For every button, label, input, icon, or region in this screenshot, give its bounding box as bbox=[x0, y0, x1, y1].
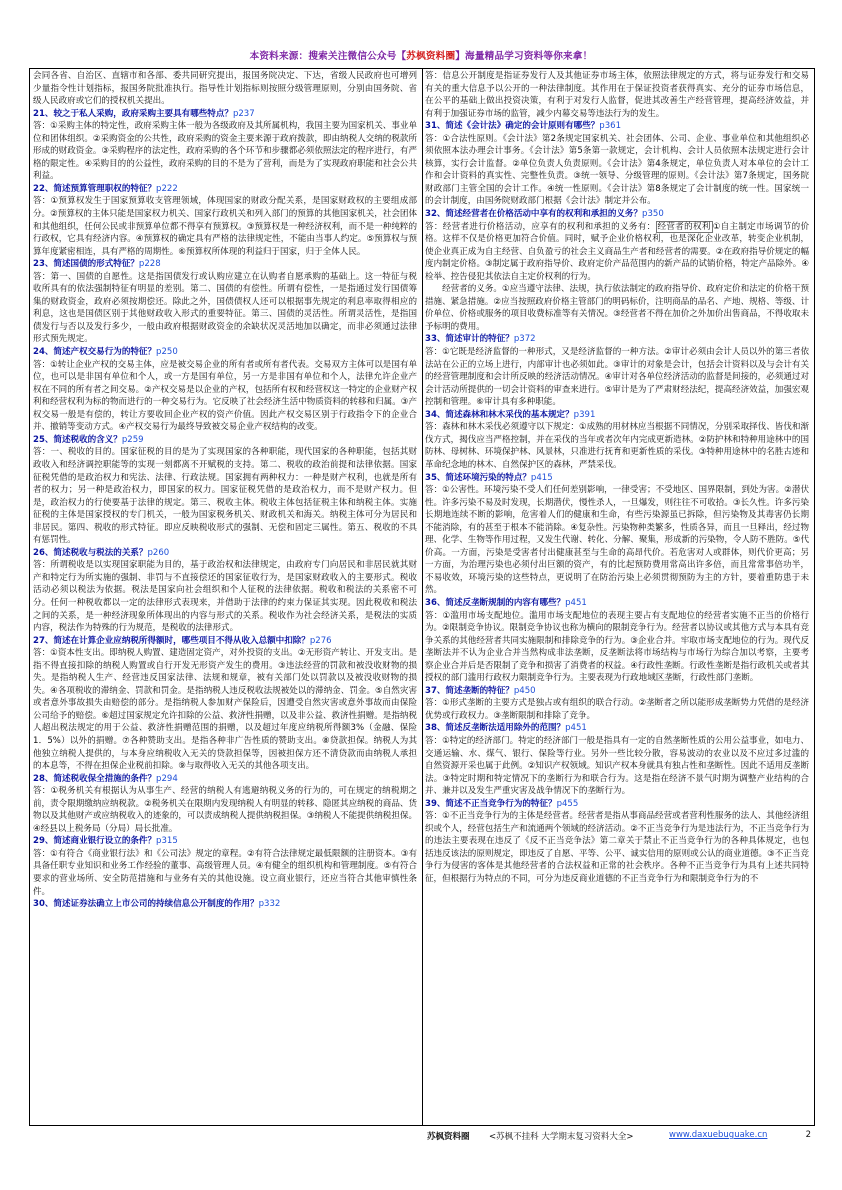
answer-paragraph: 经营者的义务。①应当遵守法律、法规，执行依法制定的政府指导价、政府定价和法定的价格干预措施、紧急措施。②应当按照政府价格主管部门的明码标价，注明商品的品名、产地、规格、等级、计价单位、价格或服务的项目收费标准等有关情况。③经营者不得在加价之外加价出售商品，不得收取未予标明的费用。 bbox=[425, 284, 809, 332]
banner-brand: 苏枫资料圈 bbox=[406, 51, 456, 62]
question-text: 31、简述《会计法》确定的会计原则有哪些？ bbox=[425, 121, 600, 132]
question-heading bbox=[425, 208, 809, 221]
question-text: 37、简述垄断的特征？ bbox=[425, 685, 514, 696]
left-column bbox=[33, 70, 417, 1124]
page-reference: p450 bbox=[513, 685, 536, 696]
answer-paragraph: 答：①它既是经济监督的一种形式，又是经济监督的一种方法。②审计必须由会计人员以外的第三者依法站在公正的立场上进行，内部审计也必须如此。③审计的对象是会计，包括会计资料以及与会计有关的经营管理制度和会计所反映的经济活动情况。④审计对各单位经济活动的监督是间接的，必须通过对会计活动所提供的一切会计资料的审查来进行。⑤审计是为了严肃财经法纪，提高经济效益，加强宏观控制和管理。⑥审计具有多种职能。 bbox=[425, 347, 809, 408]
question-heading bbox=[425, 798, 809, 811]
answer-paragraph: 答：①不正当竞争行为的主体是经营者。经营者是指从事商品经营或者营利性服务的法人、其他经济组织或个人，经营包括生产和流通两个领域的经济活动。②不正当竞争行为是违法行为，不正当竞争行为的违法主要表现在违反了《反不正当竞争法》第二章关于禁止不正当竞争行为的各种具体规定，也包括违反该法的原则规定，即违反了自愿、平等、公平、诚实信用的原则或公认的商业道德。③不正当竞争行为侵害的客体是其他经营者的合法权益和正常的社会秩序。各种不正当竞争行为具有上述共同特征，但根据行为特点的不同，可分为违反商业道德的不正当竞争行为和限制竞争行为的不 bbox=[425, 811, 809, 884]
question-text: 39、简述不正当竞争行为的特征？ bbox=[425, 798, 557, 809]
page-reference: p315 bbox=[156, 836, 178, 847]
question-heading bbox=[425, 722, 809, 735]
page-reference: p222 bbox=[156, 183, 178, 194]
answer-paragraph: 答：①特定的经济部门。特定的经济部门一般是指具有一定的自然垄断性质的公用公益事业，如电力、交通运输、水、煤气、银行、保险等行业。另外一些比较分散，容易波动的农业以及不应过多过滥的自然资源开采也属于此例。②知识产权领域。知识产权本身就具有独占性和垄断性。因此不适用反垄断法。③特定时期和特定情况下的垄断行为和联合行为。这是指在经济不景气时期为调整产业结构的合并、兼并以及发生严重灾害及战争情况下的垄断行为。 bbox=[425, 735, 809, 797]
answer-paragraph: 答：①公害性。环境污染不受人们任何差别影响，一律受害；不受地区、国界限制，到处为害。②潜伏性。许多污染不易及时发现，长期潜伏，慢性杀人，一旦爆发，则往往不可收拾。③长久性。许多污染长期地连续不断的影响，危害着人们的健康和生命，有些污染源虽已拆除，但污染物及其毒害仍长期不能消除，有的甚至于根本不能消除。④复杂性。污染物种类繁多，性质各异，而且一旦释出，经过物理、化学、生物等作用过程，又发生代谢、转化、分解、聚集，形成新的污染物，令人防不胜防。⑤代价高。一方面，污染是受害者付出健康甚至与生命的高昂代价。若危害对人或群体，则代价更高；另一方面，为治理污染也必须付出巨额的资产，有的比起预防费用常高出许多倍，而且常常事倍功半，不易收效，环境污染的这些特点，更说明了在防治污染上必须贯彻预防为主的方针，要着重防患于未然。 bbox=[425, 485, 809, 596]
answer-paragraph: 答：信息公开制度是指证券发行人及其他证券市场主体，依照法律规定的方式，将与证券发行和交易有关的重大信息予以公开的一种法律制度。其作用在于保证投资者获得真实、充分的证券市场信息，在公平的基础上做出投资决策，有利于对发行人监督，促进其改善生产经营管理，提高经济效益，并有利于加强证券市场的监管，减少内幕交易等违法行为的发生。 bbox=[425, 71, 809, 119]
footer-url-link[interactable]: www.daxuebuguake.cn bbox=[669, 1130, 768, 1140]
answer-paragraph: 答：所谓税收是以实现国家职能为目的，基于政治权和法律规定，由政府专门向居民和非居民就其财产和特定行为所实施的强制、非罚与不直接偿还的国家征收行为，是国家财政收入的主要形式。税收活动必须以税法为依据。税法是国家向社会组织和个人征税的法律依据。税收和税法的关系密不可分。任何一种税收都以一定的法律形式表现来，并借助于法律的约束力保证其实现。因此税收和税法之间的关系，是一种经济现象所体现出的内容与形式的关系。税收作为社会经济关系，是税法的实质内容，税法作为特殊的行为规范，是税收的法律形式。 bbox=[33, 560, 417, 634]
question-heading bbox=[33, 773, 417, 786]
question-text: 33、简述审计的特征？ bbox=[425, 334, 514, 345]
page-reference: p260 bbox=[147, 547, 170, 558]
page-reference: p451 bbox=[565, 723, 587, 734]
page-reference: p259 bbox=[121, 434, 144, 445]
page-reference: p451 bbox=[565, 597, 587, 608]
question-text: 25、简述税收的含义？ bbox=[33, 434, 122, 445]
answer-paragraph: 答：①滥用市场支配地位。滥用市场支配地位的表现主要占有支配地位的经营者实施不正当的价格行为。②限制竞争协议。限制竞争协议也称为横向的限制竞争行为。经营者以协议或其他方式与本具有竞争关系的其他经营者共同实施限制和排除竞争的行为。③企业合并。牢取市场支配地位的行为。现代反垄断法并不认为企业合并当然构成非法垄断，反垄断法将市场结构与市场行为综合加以考察，主要考察企业合并后是否限制了竞争和损害了消费者的权益。④行政性垄断。行政性垄断是指行政机关或者其授权的部门滥用行政权力限制竞争行为。主要表现为行政地域区垄断，行政性部门垄断。 bbox=[425, 610, 809, 684]
page-reference: p237 bbox=[232, 108, 255, 119]
question-heading bbox=[33, 835, 417, 848]
answer-paragraph: 答：经营者进行价格活动，应享有的权利和承担的义务有： 经营者的权利 ①自主制定市场调节的价格。这样不仅是价格更加符合价值。同时，赋予企业价格权利，也是深化企业改革，转变企业机制，使企业真正成为自主经营、自负盈亏的社会主义商品生产者和经营者的需要。②在政府指导价规定的幅度内制定价格。③制定属于政府指导价、政府定价产品范围内的新产品的试销价格，特定产品除外。④检举、控告侵犯其依法自主定价权利的行为。 bbox=[425, 221, 809, 282]
banner-suffix: 】海量精品学习资料等你来拿！ bbox=[455, 51, 593, 62]
answer-paragraph: 答：①形式垄断的主要方式是独占或有组织的联合行动。②垄断者之所以能形成垄断势力凭借的是经济优势或行政权力。③垄断限制和排除了竞争。 bbox=[425, 698, 809, 721]
question-heading bbox=[33, 547, 417, 560]
question-heading bbox=[33, 635, 417, 648]
question-heading bbox=[425, 409, 809, 422]
top-banner bbox=[0, 48, 842, 62]
banner-prefix: 本资料来源：搜索关注微信公众号【 bbox=[249, 51, 407, 62]
question-text: 27、简述在计算企业应纳税所得额时，哪些项目不得从收入总额中扣除？ bbox=[33, 635, 310, 646]
page-reference: p350 bbox=[642, 209, 664, 220]
footer-brand: 苏枫资料圈 bbox=[427, 1132, 470, 1142]
page-reference: p294 bbox=[156, 773, 178, 784]
answer-paragraph: 答：①有符合《商业银行法》和《公司法》规定的章程。②有符合法律规定最低限额的注册资本。③有具备任职专业知识和业务工作经验的董事、高级管理人员。④有健全的组织机构和管理制度。⑤有符合要求的营业场所、安全防范措施和与业务有关的其他设施。设立商业银行，还应当符合其他审慎性条件。 bbox=[33, 848, 417, 897]
answer-paragraph: 答：森林和林木采伐必须遵守以下规定：①成熟的用材林应当根据不同情况，分别采取择伐、皆伐和渐伐方式，揭伐应当严格控制，并在采伐的当年或者次年内完成更新造林。②防护林和特种用途林中的国防林、母树林、环境保护林、风景林，只准进行抚育和更新性质的采伐。③特种用途林中的名胜古迹和革命纪念地的林木、自然保护区的森林，严禁采伐。 bbox=[425, 422, 809, 470]
question-heading bbox=[425, 472, 809, 485]
page-reference: p228 bbox=[138, 259, 161, 270]
question-heading bbox=[33, 898, 417, 911]
page-reference: p415 bbox=[530, 472, 553, 483]
answer-paragraph: 答：①税务机关有根据认为从事生产、经营的纳税人有逃避纳税义务的行为的，可在规定的纳税期之前，责令限期缴纳应纳税款。②税务机关在限期内发现纳税人有明显的转移、隐匿其应纳税的商品、货物以及其他财产或应纳税收入的迹象的，可以责成纳税人提供纳税担保。③纳税人不能提供纳税担保。④经县以上税务局（分局）局长批准。 bbox=[33, 786, 417, 834]
answer-paragraph: 答：①合法性原则。《会计法》第2条规定国家机关、社会团体、公司、企业、事业单位和其他组织必须依照本法办理会计事务。《会计法》第5条第一款规定，会计机构、会计人员依照本法规定进行会计核算，实行会计监督。②单位负责人负责原则。《会计法》第4条规定，单位负责人对本单位的会计工作和会计资料的真实性、完整性负责。③统一领导、分级管理的原则。《会计法》第7条规定，国务院财政部门主管全国的会计工作。④统一性原则。《会计法》第8条规定了会计制度的统一性。国家统一的会计制度，由国务院财政部门根据《会计法》制定并公布。 bbox=[425, 133, 809, 207]
question-heading bbox=[425, 333, 809, 346]
answer-paragraph: 答：①预算权发生于国家预算收支管理领域，体现国家的财政分配关系，是国家财政权的主要组成部分。②预算权的主体只能是国家权力机关、国家行政机关和列入部门的预算的其他国家机关，社会团体和其他组织，任何公民或非预算单位都不得享有预算权。③预算权是一种经济权利，而不是一种纯粹的行政权，它具有经济内容。④预算权的确定具有严格的法律规定性，不能由当事人约定。⑤预算权与预算年度紧密相连，具有严格的周期性。⑥预算权所体现的利益归于国家，归于全体人民。 bbox=[33, 196, 417, 257]
question-heading bbox=[33, 434, 417, 447]
question-text: 34、简述森林和林木采伐的基本规定？ bbox=[425, 409, 574, 420]
right-column bbox=[425, 70, 809, 1124]
question-heading bbox=[33, 183, 417, 196]
question-heading bbox=[425, 597, 809, 610]
question-heading bbox=[33, 258, 417, 271]
answer-paragraph: 答：第一、国债的自愿性。这是指国债发行或认购应建立在认购者自愿承购的基础上。这一特征与税收所具有的依法强制特征有明显的差别。第二、国债的有偿性。所谓有偿性，一是指通过发行国债筹集的财政资金，政府必须按期偿还。除此之外，国债债权人还可以根据事先规定的利息率取得相应的利息，这也是国债区别于其他财政收入形式的重要特征。第三、国债的灵活性。所谓灵活性，是指国债发行与否以及发行多少，一般由政府根据财政资金的余缺状况灵活地加以确定，而非必须通过法律形式预先规定。 bbox=[33, 271, 417, 345]
footer-source: <苏枫不挂科 大学期末复习资料大全> bbox=[489, 1132, 634, 1142]
answer-paragraph: 答：①转让企业产权的交易主体，应是被交易企业的所有者或所有者代表。交易双方主体可以是国有单位，也可以是非国有单位和个人，或一方是国有单位，另一方是非国有单位和个人，法律允许企业产权在不同的所有者之间交易。②产权交易是以企业的产权，包括所有权和经营权这一特定的企业财产权利和经营权利为标的物而进行的一种交易行为。它反映了社会经济生活中物质资料的转移和归属。③产权交易一般是有偿的，转让方要收回企业产权的资产价值。因此产权交易区别于行政指令下的企业合并、撤销等变动方式。④产权交易行为最终导致被交易企业产权结构的改变。 bbox=[33, 359, 417, 433]
column-divider bbox=[422, 69, 423, 1125]
page-reference: p361 bbox=[599, 121, 622, 132]
question-text: 21、较之于私人采购，政府采购主要具有哪些特点？ bbox=[33, 108, 233, 119]
answer-paragraph: 会同各省、自治区、直辖市和各部、委共同研究提出，报国务院决定、下达，省级人民政府也可增列少量指令性计划指标，报国务院批准执行。指导性计划指标则按照分级管理原则，分别由国务院、省级人民政府或它们的授权机关提出。 bbox=[33, 71, 417, 107]
answer-paragraph: 答：①采购主体的特定性，政府采购主体一般为各级政府及其所属机构，我国主要为国家机关、事业单位和团体组织。②采购资金的公共性，政府采购的资金主要来源于政府拨款，即由纳税人交纳的税款所形成的财政资金。③采购程序的法定性，政府采购的各个环节和步骤都必须依照法定的程序进行，有严格的限定性。④采购目的的公益性，政府采购的目的不是为了营利，而是为了实现政府职能和社会公共利益。 bbox=[33, 121, 417, 182]
question-text: 22、简述预算管理职权的特征？ bbox=[33, 183, 157, 194]
page-reference: p332 bbox=[258, 899, 281, 910]
page-reference: p372 bbox=[513, 334, 536, 345]
question-heading bbox=[33, 346, 417, 359]
question-heading bbox=[425, 120, 809, 133]
question-text: 23、简述国债的形式特征？ bbox=[33, 259, 139, 270]
page-reference: p391 bbox=[573, 409, 596, 420]
question-heading bbox=[425, 685, 809, 698]
question-text: 30、简述证券法确立上市公司的持续信息公开制度的作用？ bbox=[33, 899, 259, 910]
page-reference: p276 bbox=[309, 635, 332, 646]
question-text: 32、简述经营者在价格活动中享有的权利和承担的义务？ bbox=[425, 209, 643, 220]
question-text: 29、简述商业银行设立的条件？ bbox=[33, 836, 157, 847]
answer-paragraph: 答：一、税收的目的。国家征税的目的是为了实现国家的各种职能，现代国家的各种职能，包括其财政收入和经济调控职能等的实现一刻都离不开赋税的支持。第二、税收的政治前提和法律依据。国家征税凭借的是政治权力和宪法、法律、行政法规。国家拥有两种权力：一种是财产权利，也就是所有者的权力；另一种是政治权力，即国家的权力。国家征税凭借的是政治权力，而不是财产权力。但是，政治权力的行使要基于法律的规定。第三、税收主体。税收主体包括征税主体和纳税主体。实施征税的主体是国家授权的专门机关，一般为国家税务机关、财政机关和海关。纳税主体可分为居民和非居民。第四、税收的形式特征。即应反映税收形式的强制、无偿和固定三属性。第五、税收的不具有惩罚性。 bbox=[33, 447, 417, 546]
question-text: 24、简述产权交易行为的特征？ bbox=[33, 347, 157, 358]
page-number: 2 bbox=[805, 1130, 811, 1140]
highlighted-phrase: 经营者的权利 bbox=[657, 221, 711, 232]
page-reference: p250 bbox=[156, 347, 178, 358]
question-text: 36、简述反垄断规制的内容有哪些？ bbox=[425, 597, 566, 608]
question-text: 28、简述税收保全措施的条件？ bbox=[33, 773, 157, 784]
answer-paragraph: 答：①资本性支出。即纳税人购置、建造固定资产，对外投资的支出。②无形资产转让、开发支出。是指不得直接扣除的纳税人购置或自行开发无形资产发生的费用。③违法经营的罚款和被没收财物的损失。是指纳税人生产、经营违反国家法律、法规和规章，被有关部门处以罚款以及被没收财物的损失。④各项税收的滞纳金、罚款和罚金。是指纳税人违反税收法规被处以的滞纳金、罚金。⑤自然灾害或者意外事故损失由赔偿的部分。是指纳税人参加财产保险后，因遭受自然灾害或意外事故而由保险公司给予的赔偿。⑥超过国家规定允许扣除的公益、救济性捐赠，以及非公益、救济性捐赠。是指纳税人超出税法规定的用于公益、救济性捐赠范围的捐赠，以及超过年度应纳税所得额3%（金融、保险1．5%）以外的捐赠。⑦各种赞助支出。是指各种非广告性质的赞助支出。⑧贷款担保。纳税人为其他独立纳税人提供的，与本身应纳税收入无关的贷款担保等，因被担保方还不清贷款而由纳税人承担的本息等，不得在担保企业税前扣除。⑨与取得收入无关的其他各项支出。 bbox=[33, 648, 417, 772]
question-text: 26、简述税收与税法的关系？ bbox=[33, 547, 148, 558]
question-text: 35、简述环境污染的特点？ bbox=[425, 472, 531, 483]
question-heading bbox=[33, 108, 417, 121]
question-text: 38、简述反垄断法适用除外的范围？ bbox=[425, 723, 566, 734]
page-reference: p455 bbox=[556, 798, 579, 809]
page-footer bbox=[29, 1130, 815, 1144]
